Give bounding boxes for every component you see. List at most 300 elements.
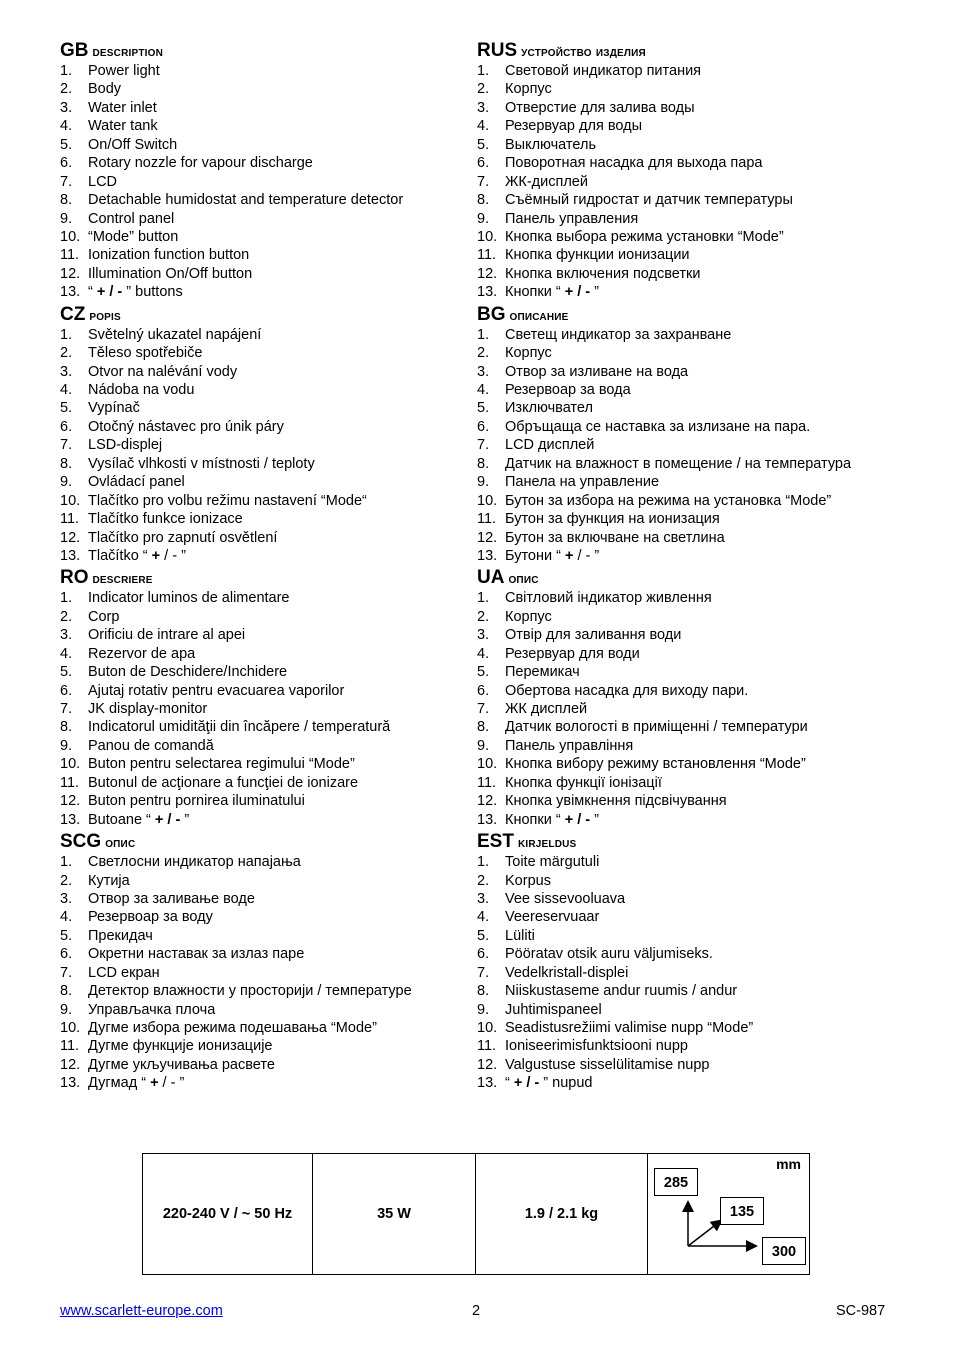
- item-text: Съёмный гидростат и датчик температуры: [505, 192, 793, 209]
- list-item: [477, 964, 907, 982]
- power-value: 35 W: [377, 1206, 411, 1222]
- item-number: 9.: [60, 1001, 73, 1018]
- item-text-post: ” buttons: [122, 284, 183, 301]
- item-text-pre: Butoane “: [88, 811, 155, 828]
- item-number: 7.: [60, 964, 73, 981]
- item-text-post: ” nupud: [539, 1075, 593, 1092]
- list-item: [60, 381, 490, 399]
- item-number: 7.: [60, 701, 73, 717]
- parts-list: [477, 853, 907, 1093]
- item-text: Обертова насадка для виходу пари.: [505, 682, 749, 699]
- section-heading: [60, 303, 490, 326]
- item-text: ЖК дисплей: [505, 701, 588, 717]
- list-item: [477, 154, 907, 172]
- item-text: Power light: [88, 63, 160, 79]
- item-text: Indicatorul umidităţii din încăpere / temperatură: [88, 719, 391, 736]
- list-item: [60, 283, 490, 301]
- list-item: [60, 645, 490, 663]
- item-text: Ajutaj rotativ pentru evacuarea vaporilor: [88, 682, 345, 699]
- list-item: [60, 363, 490, 381]
- list-item: [60, 982, 490, 1000]
- item-text: Выключатель: [505, 136, 596, 153]
- item-text: Кнопка увімкнення підсвічування: [505, 793, 727, 810]
- item-number: 6.: [60, 155, 73, 172]
- list-item: [477, 792, 907, 810]
- voltage-cell: [143, 1154, 313, 1274]
- item-number: 2.: [60, 81, 73, 98]
- item-number: 13.: [60, 547, 81, 564]
- item-text: Otočný nástavec pro únik páry: [88, 418, 284, 435]
- item-number: 3.: [60, 890, 73, 907]
- list-item: [477, 99, 907, 117]
- item-text-bold: + / -: [96, 284, 123, 301]
- parts-list: [60, 326, 490, 566]
- item-text-bold: +: [151, 547, 161, 564]
- page-number: 2: [472, 1303, 481, 1319]
- section-heading: [477, 830, 907, 853]
- item-text-post: ”: [180, 811, 190, 828]
- item-number: 1.: [477, 63, 490, 79]
- list-item: [60, 62, 490, 80]
- item-number: 2.: [477, 872, 490, 889]
- list-item: [477, 136, 907, 154]
- list-item: [477, 1001, 907, 1019]
- section-title: popis: [89, 306, 121, 323]
- power-cell: [313, 1154, 476, 1274]
- list-item: [477, 811, 907, 829]
- item-text-pre: Бутони “: [505, 547, 565, 564]
- item-number: 11.: [477, 774, 497, 791]
- item-number: 8.: [477, 983, 490, 1000]
- dimensions-cell: [648, 1154, 809, 1274]
- item-text: Кутија: [88, 872, 130, 889]
- item-text: Toite märgutuli: [505, 854, 600, 871]
- item-text: Светещ индикатор за захранване: [505, 326, 732, 343]
- item-number: 10.: [477, 756, 498, 773]
- list-item: [60, 755, 490, 773]
- item-number: 10.: [477, 1020, 498, 1036]
- item-number: 13.: [477, 811, 498, 828]
- item-text: LSD-displej: [88, 437, 163, 454]
- item-text: Корпус: [505, 608, 552, 625]
- item-number: 8.: [477, 192, 490, 209]
- list-item: [60, 136, 490, 154]
- item-number: 13.: [60, 1075, 81, 1092]
- item-text: Ovládací panel: [88, 474, 185, 491]
- item-text-bold: +: [564, 547, 574, 564]
- language-code: EST: [477, 831, 514, 853]
- width-value: 300: [762, 1237, 806, 1265]
- item-text: Світловий індикатор живлення: [505, 590, 712, 607]
- item-number: 2.: [477, 345, 490, 362]
- item-text: “Mode” button: [88, 228, 179, 245]
- item-text: ЖК-дисплей: [505, 173, 588, 190]
- item-number: 5.: [477, 927, 490, 944]
- list-item: [60, 872, 490, 890]
- item-number: 3.: [477, 627, 490, 644]
- model-number: SC-987: [836, 1303, 886, 1319]
- voltage-value: 220-240 V / ~ 50 Hz: [162, 1206, 293, 1222]
- list-item: [60, 455, 490, 473]
- list-item: [60, 1056, 490, 1074]
- item-number: 7.: [477, 701, 490, 717]
- list-item: [477, 191, 907, 209]
- list-item: [60, 908, 490, 926]
- item-text: Buton pentru pornirea iluminatului: [88, 793, 305, 810]
- list-item: [60, 510, 490, 528]
- list-item: [477, 718, 907, 736]
- item-number: 12.: [60, 793, 81, 810]
- parts-list: [60, 589, 490, 829]
- language-code: BG: [477, 303, 506, 325]
- list-item: [477, 908, 907, 926]
- item-number: 2.: [60, 608, 73, 625]
- list-item: [477, 381, 907, 399]
- list-item: [477, 326, 907, 344]
- list-item: [60, 399, 490, 417]
- item-text: Корпус: [505, 81, 552, 98]
- right-column: [477, 38, 907, 1093]
- list-item: [477, 529, 907, 547]
- item-number: 1.: [477, 854, 490, 871]
- item-number: 1.: [60, 854, 73, 871]
- list-item: [477, 589, 907, 607]
- list-item: [60, 418, 490, 436]
- item-text-bold: + / -: [513, 1075, 540, 1092]
- item-text-pre: “: [88, 284, 97, 301]
- item-number: 4.: [477, 645, 490, 662]
- item-number: 7.: [477, 173, 490, 190]
- left-column: [60, 38, 490, 1093]
- item-text: Vysílač vlhkosti v místnosti / teploty: [88, 455, 315, 472]
- parts-list: [477, 589, 907, 829]
- list-item: [477, 418, 907, 436]
- section-heading: [477, 303, 907, 326]
- item-number: 4.: [60, 645, 73, 662]
- list-item: [60, 529, 490, 547]
- list-item: [477, 608, 907, 626]
- item-text: Buton pentru selectarea regimului “Mode”: [88, 756, 355, 773]
- item-text: LCD: [88, 173, 118, 190]
- item-number: 5.: [477, 136, 490, 153]
- list-item: [477, 210, 907, 228]
- item-number: 3.: [477, 363, 490, 380]
- item-text-bold: +: [150, 1075, 159, 1092]
- item-text: Niiskustaseme andur ruumis / andur: [505, 983, 738, 1000]
- item-number: 5.: [60, 664, 73, 681]
- section-heading: [477, 39, 907, 62]
- item-number: 8.: [60, 455, 73, 472]
- item-text: Korpus: [505, 872, 551, 889]
- item-number: 4.: [60, 118, 73, 135]
- list-item: [477, 62, 907, 80]
- item-text: Кнопка функції іонізації: [505, 774, 662, 791]
- item-text: Juhtimispaneel: [505, 1001, 602, 1018]
- item-number: 12.: [60, 1056, 81, 1073]
- item-number: 10.: [60, 228, 81, 245]
- item-number: 12.: [477, 529, 498, 546]
- item-text: Orificiu de intrare al apei: [88, 627, 246, 644]
- item-number: 12.: [477, 1056, 498, 1073]
- item-text: Управљачка плоча: [88, 1001, 216, 1018]
- item-number: 1.: [60, 590, 73, 607]
- item-number: 1.: [477, 326, 490, 343]
- item-number: 13.: [60, 811, 81, 828]
- item-text: Корпус: [505, 345, 552, 362]
- language-code: RO: [60, 567, 89, 589]
- list-item: [477, 945, 907, 963]
- item-number: 2.: [477, 608, 490, 625]
- item-text: Rezervor de apa: [88, 645, 196, 662]
- section-rus: [477, 39, 907, 302]
- item-text-bold: + / -: [564, 284, 591, 301]
- item-text: Panou de comandă: [88, 737, 214, 754]
- item-text-post: / - ”: [158, 1075, 185, 1092]
- list-item: [60, 326, 490, 344]
- item-text: Изключвател: [505, 400, 593, 417]
- list-item: [60, 589, 490, 607]
- item-text: Seadistusrežiimi valimise nupp “Mode”: [505, 1020, 754, 1036]
- weight-cell: [476, 1154, 648, 1274]
- list-item: [60, 492, 490, 510]
- item-number: 9.: [60, 210, 73, 227]
- item-text: Detachable humidostat and temperature detector: [88, 192, 404, 209]
- item-number: 2.: [60, 872, 73, 889]
- list-item: [477, 927, 907, 945]
- item-text: Lüliti: [505, 927, 535, 944]
- unit-label: mm: [776, 1156, 801, 1172]
- list-item: [60, 80, 490, 98]
- item-text: Световой индикатор питания: [505, 63, 702, 79]
- item-text-post: ”: [590, 811, 599, 828]
- list-item: [60, 344, 490, 362]
- specifications-table: [142, 1153, 810, 1275]
- section-title: kirjeldus: [517, 834, 577, 851]
- item-number: 8.: [60, 192, 73, 209]
- item-number: 1.: [60, 63, 73, 79]
- list-item: [477, 872, 907, 890]
- item-text: Детектор влажности у просторији / температуре: [88, 983, 412, 1000]
- list-item: [477, 547, 907, 565]
- list-item: [60, 737, 490, 755]
- item-number: 4.: [60, 382, 73, 398]
- item-text: Бутон за функция на ионизация: [505, 511, 720, 528]
- item-text: Отвор за изливане на вода: [505, 363, 689, 380]
- list-item: [60, 718, 490, 736]
- item-number: 10.: [60, 756, 81, 773]
- item-number: 12.: [60, 529, 81, 546]
- item-number: 9.: [477, 474, 490, 491]
- list-item: [60, 436, 490, 454]
- item-number: 5.: [60, 400, 73, 417]
- list-item: [60, 265, 490, 283]
- item-text: Отвір для заливання води: [505, 627, 682, 644]
- list-item: [60, 774, 490, 792]
- language-code: RUS: [477, 40, 518, 61]
- item-number: 6.: [477, 155, 490, 172]
- list-item: [60, 792, 490, 810]
- item-text: Светлосни индикатор напајања: [88, 854, 301, 871]
- item-number: 10.: [477, 228, 498, 245]
- section-heading: [60, 566, 490, 589]
- item-number: 1.: [477, 590, 490, 607]
- list-item: [60, 117, 490, 135]
- language-code: GB: [60, 40, 89, 61]
- list-item: [60, 1074, 490, 1092]
- item-text: Vypínač: [88, 400, 140, 417]
- list-item: [477, 510, 907, 528]
- item-number: 7.: [60, 437, 73, 454]
- item-text: Ioniseerimisfunktsiooni nupp: [505, 1038, 688, 1055]
- item-text-pre: “: [505, 1075, 514, 1092]
- section-title: descriere: [92, 570, 153, 587]
- item-text: Резервуар для воды: [505, 118, 642, 135]
- item-number: 6.: [477, 418, 490, 435]
- list-item: [60, 1037, 490, 1055]
- list-item: [477, 1074, 907, 1092]
- item-text: Дугме укључивања расвете: [88, 1056, 275, 1073]
- item-text: Vedelkristall-displei: [505, 964, 629, 981]
- item-number: 12.: [60, 265, 81, 282]
- parts-list: [60, 62, 490, 302]
- item-number: 10.: [60, 1020, 81, 1036]
- section-heading: [60, 830, 490, 853]
- weight-value: 1.9 / 2.1 kg: [524, 1206, 599, 1222]
- item-text: Бутон за избора на режима на установка “Mode”: [505, 492, 832, 509]
- section-title: опис: [105, 834, 136, 851]
- item-number: 5.: [477, 400, 490, 417]
- list-item: [60, 608, 490, 626]
- item-number: 3.: [60, 627, 73, 644]
- item-number: 9.: [477, 737, 490, 754]
- item-number: 11.: [60, 1038, 80, 1055]
- list-item: [60, 210, 490, 228]
- section-cz: [60, 303, 490, 566]
- item-text: Veereservuaar: [505, 909, 600, 926]
- list-item: [477, 455, 907, 473]
- list-item: [477, 890, 907, 908]
- list-item: [477, 645, 907, 663]
- section-title: description: [92, 43, 164, 59]
- item-text: Tlačítko funkce ionizace: [88, 511, 243, 528]
- list-item: [477, 228, 907, 246]
- list-item: [60, 811, 490, 829]
- list-item: [477, 700, 907, 718]
- list-item: [477, 737, 907, 755]
- item-text-pre: Tlačítko “: [88, 547, 152, 564]
- item-text: Поворотная насадка для выхода пара: [505, 155, 763, 172]
- item-text: Окретни наставак за излаз паре: [88, 946, 305, 963]
- item-text: Датчик на влажност в помещение / на температура: [505, 455, 852, 472]
- item-text-bold: + / -: [564, 811, 591, 828]
- section-est: [477, 830, 907, 1093]
- parts-list: [477, 62, 907, 302]
- item-text: Бутон за включване на светлина: [505, 529, 725, 546]
- item-number: 11.: [60, 511, 80, 528]
- item-text: Кнопка вибору режиму встановлення “Mode”: [505, 756, 806, 773]
- list-item: [477, 80, 907, 98]
- item-number: 7.: [60, 173, 73, 190]
- item-number: 5.: [60, 136, 73, 153]
- item-text: LCD дисплей: [505, 437, 595, 454]
- language-code: CZ: [60, 303, 86, 325]
- list-item: [477, 283, 907, 301]
- item-text: Отверстие для залива воды: [505, 99, 695, 116]
- section-ua: [477, 566, 907, 829]
- list-item: [477, 755, 907, 773]
- list-item: [60, 853, 490, 871]
- section-heading: [477, 566, 907, 589]
- list-item: [60, 890, 490, 908]
- item-number: 6.: [60, 682, 73, 699]
- item-text: Панель управління: [505, 737, 634, 754]
- item-text-post: / - ”: [160, 547, 186, 564]
- item-text-pre: Дугмад “: [88, 1075, 151, 1092]
- list-item: [477, 436, 907, 454]
- list-item: [60, 547, 490, 565]
- list-item: [477, 853, 907, 871]
- item-number: 2.: [477, 81, 490, 98]
- item-number: 6.: [60, 946, 73, 963]
- list-item: [477, 265, 907, 283]
- item-number: 6.: [60, 418, 73, 435]
- item-text: Прекидач: [88, 927, 153, 944]
- section-scg: [60, 830, 490, 1093]
- item-number: 5.: [60, 927, 73, 944]
- section-title: описание: [509, 306, 569, 323]
- item-text: Отвор за заливање воде: [88, 890, 255, 907]
- item-text: Панела на управление: [505, 474, 660, 491]
- item-number: 13.: [60, 284, 81, 301]
- item-text: Кнопка включения подсветки: [505, 265, 701, 282]
- website-link[interactable]: www.scarlett-europe.com: [60, 1303, 223, 1319]
- item-number: 13.: [477, 1075, 498, 1092]
- item-number: 11.: [477, 1038, 497, 1055]
- item-text: Butonul de acţionare a funcţiei de ionizare: [88, 774, 359, 791]
- list-item: [477, 173, 907, 191]
- item-text: Body: [88, 81, 122, 98]
- height-value: 285: [654, 1168, 698, 1196]
- item-number: 8.: [477, 719, 490, 736]
- list-item: [477, 399, 907, 417]
- list-item: [477, 1037, 907, 1055]
- list-item: [60, 682, 490, 700]
- item-number: 4.: [477, 118, 490, 135]
- item-number: 6.: [477, 682, 490, 699]
- list-item: [60, 626, 490, 644]
- item-number: 3.: [477, 99, 490, 116]
- list-item: [477, 492, 907, 510]
- list-item: [477, 473, 907, 491]
- list-item: [477, 363, 907, 381]
- item-text: Světelný ukazatel napájení: [88, 326, 262, 343]
- item-text: Панель управления: [505, 210, 639, 227]
- item-number: 9.: [477, 1001, 490, 1018]
- item-number: 13.: [477, 284, 498, 301]
- item-number: 12.: [477, 265, 498, 282]
- list-item: [477, 626, 907, 644]
- list-item: [60, 1001, 490, 1019]
- section-title: опис: [508, 570, 539, 587]
- item-text: Corp: [88, 608, 120, 625]
- section-heading: [60, 39, 490, 62]
- item-text: Ionization function button: [88, 247, 250, 264]
- item-number: 11.: [60, 247, 80, 264]
- item-text: Illumination On/Off button: [88, 265, 253, 282]
- item-text: Water tank: [88, 118, 158, 135]
- list-item: [60, 173, 490, 191]
- item-text: Těleso spotřebiče: [88, 345, 203, 362]
